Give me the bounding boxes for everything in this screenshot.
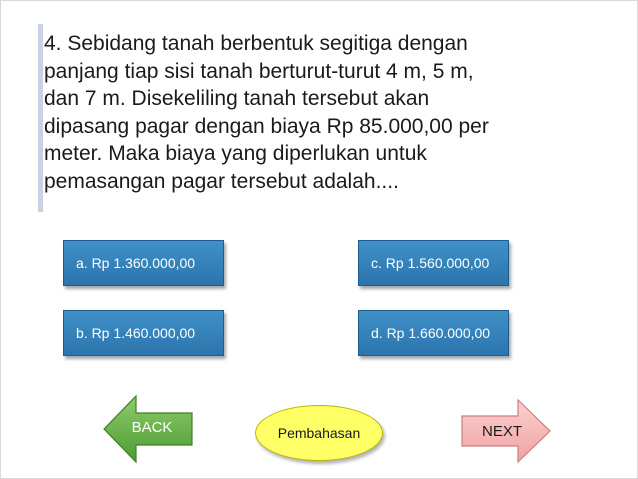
accent-bar <box>38 24 43 212</box>
next-label: NEXT <box>481 423 522 440</box>
question-text: 4. Sebidang tanah berbentuk segitiga dengan panjang tiap sisi tanah berturut-turut 4 m, 5 m, dan 7 m. Disekeliling tanah tersebut akan dipasang pagar dengan biaya Rp 85.000,00 per meter. Maka biaya yang diperlukan untuk pemasangan pagar tersebut adalah.... <box>44 32 489 193</box>
back-button[interactable] <box>100 392 196 466</box>
option-c-button[interactable]: c. Rp 1.560.000,00 <box>358 240 509 286</box>
pembahasan-button[interactable] <box>255 405 383 461</box>
option-a-button[interactable]: a. Rp 1.360.000,00 <box>63 240 224 286</box>
next-button[interactable] <box>458 396 554 466</box>
option-d-button[interactable]: d. Rp 1.660.000,00 <box>358 310 509 356</box>
option-b-button[interactable]: b. Rp 1.460.000,00 <box>63 310 224 356</box>
pembahasan-label: Pembahasan <box>277 425 361 441</box>
back-label: BACK <box>131 419 173 436</box>
